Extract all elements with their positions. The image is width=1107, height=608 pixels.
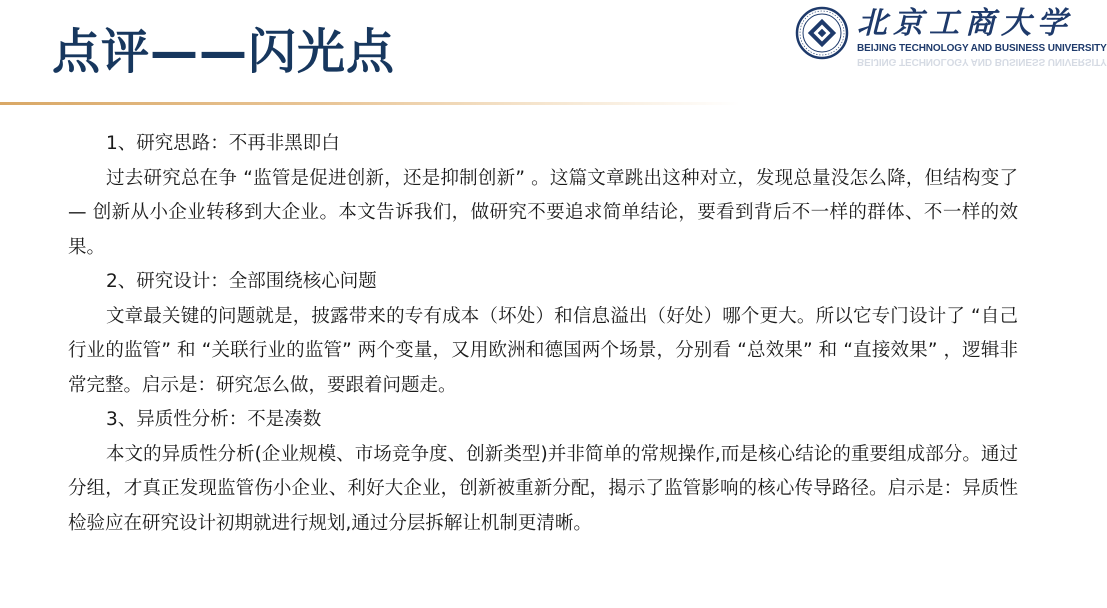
- title-divider: [0, 102, 740, 105]
- review-content: [68, 127, 1018, 541]
- section-heading-2: 2、研究设计：全部围绕核心问题: [106, 271, 377, 292]
- section-text-1: 过去研究总在争 “监管是促进创新，还是抑制创新” 。这篇文章跳出这种对立，发现总量没怎么降，但结构变了 — 创新从小企业转移到大企业。本文告诉我们，做研究不要追求简单结论，要看到背后不一样的群体、不一样的效果。: [68, 167, 1018, 258]
- university-seal-icon: [795, 6, 849, 60]
- university-name-en-reflection: BEIJING TECHNOLOGY AND BUSINESS UNIVERSITY: [857, 56, 1107, 67]
- university-name-cn: 北京工商大学: [857, 6, 1073, 41]
- section-heading-1: 1、研究思路：不再非黑即白: [106, 133, 340, 154]
- section-heading-3: 3、异质性分析：不是凑数: [106, 409, 322, 430]
- slide-title: 点评——闪光点: [52, 24, 396, 80]
- section-text-3: 本文的异质性分析(企业规模、市场竞争度、创新类型)并非简单的常规操作,而是核心结论的重要组成部分。通过分组，才真正发现监管伤小企业、利好大企业，创新被重新分配，揭示了监管影响的核心传导路径。启示是：异质性检验应在研究设计初期就进行规划,通过分层拆解让机制更清晰。: [68, 443, 1018, 534]
- university-name-en: BEIJING TECHNOLOGY AND BUSINESS UNIVERSITY: [857, 43, 1107, 54]
- university-logo: [793, 4, 1107, 70]
- section-text-2: 文章最关键的问题就是，披露带来的专有成本（坏处）和信息溢出（好处）哪个更大。所以它专门设计了 “自己行业的监管” 和 “关联行业的监管” 两个变量，又用欧洲和德国两个场景，分别看 “总效果” 和 “直接效果” ，逻辑非常完整。启示是：研究怎么做，要跟着问题走。: [68, 305, 1018, 396]
